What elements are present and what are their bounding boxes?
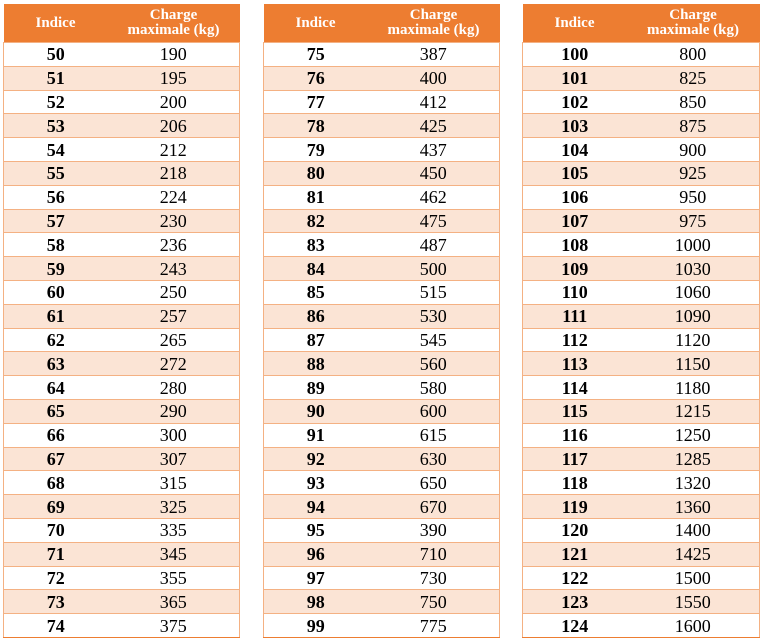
index-cell: 81	[264, 185, 368, 209]
load-cell: 950	[627, 185, 760, 209]
index-cell: 58	[4, 233, 108, 257]
load-cell: 1320	[627, 471, 760, 495]
load-cell: 1060	[627, 280, 760, 304]
load-cell: 250	[108, 280, 240, 304]
index-cell: 62	[4, 328, 108, 352]
index-cell: 87	[264, 328, 368, 352]
table-row	[264, 43, 500, 67]
table-row	[523, 209, 760, 233]
index-cell: 73	[4, 590, 108, 614]
load-cell: 775	[368, 614, 500, 638]
load-cell: 325	[108, 495, 240, 519]
table-row	[523, 43, 760, 67]
index-cell: 110	[523, 280, 627, 304]
index-cell: 123	[523, 590, 627, 614]
table-row	[4, 304, 240, 328]
index-cell: 101	[523, 66, 627, 90]
load-cell: 365	[108, 590, 240, 614]
load-cell: 487	[368, 233, 500, 257]
table-row	[264, 614, 500, 638]
load-cell: 224	[108, 185, 240, 209]
load-cell: 450	[368, 161, 500, 185]
index-cell: 92	[264, 447, 368, 471]
table-row	[523, 518, 760, 542]
index-cell: 124	[523, 614, 627, 638]
load-cell: 218	[108, 161, 240, 185]
table-row	[523, 471, 760, 495]
table-row	[523, 614, 760, 638]
load-cell: 1600	[627, 614, 760, 638]
index-cell: 114	[523, 376, 627, 400]
load-cell: 1150	[627, 352, 760, 376]
index-cell: 116	[523, 423, 627, 447]
table-row	[264, 471, 500, 495]
table-row	[4, 518, 240, 542]
index-cell: 80	[264, 161, 368, 185]
index-cell: 97	[264, 566, 368, 590]
table-row	[523, 90, 760, 114]
load-cell: 1000	[627, 233, 760, 257]
index-cell: 55	[4, 161, 108, 185]
index-cell: 53	[4, 114, 108, 138]
table-row	[523, 352, 760, 376]
index-cell: 113	[523, 352, 627, 376]
load-header-line1: Charge	[669, 7, 717, 23]
table-row	[523, 399, 760, 423]
index-cell: 77	[264, 90, 368, 114]
load-cell: 335	[108, 518, 240, 542]
load-cell: 730	[368, 566, 500, 590]
index-cell: 79	[264, 138, 368, 162]
table-row	[264, 352, 500, 376]
table-row	[4, 566, 240, 590]
table-row	[523, 257, 760, 281]
load-cell: 375	[108, 614, 240, 638]
index-cell: 66	[4, 423, 108, 447]
index-cell: 69	[4, 495, 108, 519]
table-row	[264, 280, 500, 304]
index-cell: 83	[264, 233, 368, 257]
table-row	[264, 66, 500, 90]
load-cell: 515	[368, 280, 500, 304]
load-header-line1: Charge	[149, 7, 198, 23]
load-cell: 315	[108, 471, 240, 495]
load-cell: 925	[627, 161, 760, 185]
table-row	[4, 257, 240, 281]
table-row	[4, 495, 240, 519]
header-row	[523, 4, 760, 43]
table-row	[4, 43, 240, 67]
index-cell: 63	[4, 352, 108, 376]
index-cell: 95	[264, 518, 368, 542]
load-cell: 355	[108, 566, 240, 590]
load-cell: 1425	[627, 542, 760, 566]
load-cell: 580	[368, 376, 500, 400]
table-row	[523, 161, 760, 185]
load-cell: 243	[108, 257, 240, 281]
table-row	[4, 614, 240, 638]
table-row	[523, 66, 760, 90]
table-row	[264, 447, 500, 471]
table-row	[264, 566, 500, 590]
load-cell: 272	[108, 352, 240, 376]
table-row	[4, 233, 240, 257]
load-cell: 800	[627, 43, 760, 67]
index-cell: 50	[4, 43, 108, 67]
index-cell: 96	[264, 542, 368, 566]
index-cell: 67	[4, 447, 108, 471]
table-row	[523, 233, 760, 257]
index-cell: 89	[264, 376, 368, 400]
table-row	[523, 114, 760, 138]
load-cell: 290	[108, 399, 240, 423]
table-row	[4, 447, 240, 471]
index-cell: 57	[4, 209, 108, 233]
table-row	[4, 138, 240, 162]
index-cell: 54	[4, 138, 108, 162]
index-cell: 76	[264, 66, 368, 90]
load-index-table-3	[522, 4, 760, 638]
load-cell: 530	[368, 304, 500, 328]
index-cell: 70	[4, 518, 108, 542]
load-header	[108, 4, 240, 43]
index-header: Indice	[264, 4, 368, 43]
index-cell: 65	[4, 399, 108, 423]
table-row	[4, 114, 240, 138]
load-cell: 670	[368, 495, 500, 519]
load-cell: 265	[108, 328, 240, 352]
index-cell: 121	[523, 542, 627, 566]
table-row	[264, 376, 500, 400]
load-cell: 850	[627, 90, 760, 114]
table-row	[264, 399, 500, 423]
load-cell: 230	[108, 209, 240, 233]
table-row	[264, 495, 500, 519]
table-row	[264, 423, 500, 447]
load-cell: 345	[108, 542, 240, 566]
load-cell: 1250	[627, 423, 760, 447]
table-row	[264, 138, 500, 162]
index-cell: 64	[4, 376, 108, 400]
index-cell: 99	[264, 614, 368, 638]
index-cell: 106	[523, 185, 627, 209]
table-row	[4, 352, 240, 376]
load-cell: 280	[108, 376, 240, 400]
index-cell: 98	[264, 590, 368, 614]
load-cell: 190	[108, 43, 240, 67]
index-cell: 122	[523, 566, 627, 590]
table-row	[4, 90, 240, 114]
table-row	[264, 328, 500, 352]
load-cell: 257	[108, 304, 240, 328]
load-cell: 560	[368, 352, 500, 376]
load-cell: 875	[627, 114, 760, 138]
load-cell: 650	[368, 471, 500, 495]
table-row	[264, 209, 500, 233]
index-cell: 59	[4, 257, 108, 281]
table-row	[4, 376, 240, 400]
load-cell: 1030	[627, 257, 760, 281]
load-cell: 387	[368, 43, 500, 67]
load-cell: 710	[368, 542, 500, 566]
table-row	[523, 280, 760, 304]
table-row	[264, 590, 500, 614]
load-cell: 1120	[627, 328, 760, 352]
table-row	[264, 257, 500, 281]
load-cell: 307	[108, 447, 240, 471]
load-cell: 236	[108, 233, 240, 257]
index-cell: 90	[264, 399, 368, 423]
index-cell: 107	[523, 209, 627, 233]
index-cell: 103	[523, 114, 627, 138]
table-row	[523, 185, 760, 209]
load-cell: 975	[627, 209, 760, 233]
load-cell: 600	[368, 399, 500, 423]
table-row	[264, 90, 500, 114]
index-cell: 100	[523, 43, 627, 67]
table-row	[264, 304, 500, 328]
table-row	[4, 66, 240, 90]
table-row	[4, 185, 240, 209]
table-row	[523, 423, 760, 447]
load-cell: 500	[368, 257, 500, 281]
table-row	[4, 328, 240, 352]
load-cell: 1500	[627, 566, 760, 590]
load-cell: 1360	[627, 495, 760, 519]
table-row	[523, 447, 760, 471]
load-cell: 1180	[627, 376, 760, 400]
load-cell: 1090	[627, 304, 760, 328]
index-cell: 78	[264, 114, 368, 138]
index-cell: 117	[523, 447, 627, 471]
load-cell: 462	[368, 185, 500, 209]
table-row	[264, 233, 500, 257]
index-cell: 104	[523, 138, 627, 162]
index-cell: 93	[264, 471, 368, 495]
index-cell: 111	[523, 304, 627, 328]
table-row	[264, 161, 500, 185]
index-cell: 82	[264, 209, 368, 233]
index-cell: 91	[264, 423, 368, 447]
load-cell: 615	[368, 423, 500, 447]
index-cell: 105	[523, 161, 627, 185]
index-cell: 75	[264, 43, 368, 67]
table-row	[523, 328, 760, 352]
table-row	[4, 471, 240, 495]
index-cell: 51	[4, 66, 108, 90]
index-cell: 56	[4, 185, 108, 209]
load-header	[627, 4, 760, 43]
load-header-line2: maximale (kg)	[646, 22, 740, 38]
load-cell: 195	[108, 66, 240, 90]
index-header: Indice	[523, 4, 627, 43]
load-cell: 900	[627, 138, 760, 162]
index-cell: 112	[523, 328, 627, 352]
load-cell: 825	[627, 66, 760, 90]
load-cell: 437	[368, 138, 500, 162]
table-row	[523, 542, 760, 566]
table-row	[523, 495, 760, 519]
load-header	[368, 4, 500, 43]
load-cell: 412	[368, 90, 500, 114]
load-cell: 750	[368, 590, 500, 614]
table-row	[264, 114, 500, 138]
load-header-line1: Charge	[409, 7, 458, 23]
table-row	[523, 566, 760, 590]
index-cell: 108	[523, 233, 627, 257]
index-cell: 94	[264, 495, 368, 519]
load-cell: 400	[368, 66, 500, 90]
index-cell: 88	[264, 352, 368, 376]
table-row	[523, 138, 760, 162]
index-cell: 84	[264, 257, 368, 281]
index-cell: 72	[4, 566, 108, 590]
load-cell: 1215	[627, 399, 760, 423]
header-row	[264, 4, 500, 43]
index-cell: 102	[523, 90, 627, 114]
index-cell: 85	[264, 280, 368, 304]
load-cell: 545	[368, 328, 500, 352]
load-cell: 206	[108, 114, 240, 138]
load-cell: 630	[368, 447, 500, 471]
load-cell: 300	[108, 423, 240, 447]
index-cell: 120	[523, 518, 627, 542]
index-cell: 119	[523, 495, 627, 519]
index-cell: 68	[4, 471, 108, 495]
index-header: Indice	[4, 4, 108, 43]
table-row	[264, 518, 500, 542]
load-cell: 475	[368, 209, 500, 233]
load-cell: 390	[368, 518, 500, 542]
table-row	[264, 542, 500, 566]
load-header-line2: maximale (kg)	[127, 22, 220, 38]
table-row	[523, 376, 760, 400]
index-cell: 86	[264, 304, 368, 328]
header-row	[4, 4, 240, 43]
table-row	[4, 209, 240, 233]
table-row	[4, 161, 240, 185]
index-cell: 61	[4, 304, 108, 328]
load-cell: 200	[108, 90, 240, 114]
load-cell: 1285	[627, 447, 760, 471]
index-cell: 118	[523, 471, 627, 495]
load-index-table-2	[263, 4, 500, 638]
index-cell: 52	[4, 90, 108, 114]
load-header-line2: maximale (kg)	[387, 22, 480, 38]
load-index-table-1	[3, 4, 240, 638]
table-row	[4, 542, 240, 566]
load-cell: 425	[368, 114, 500, 138]
table-row	[523, 304, 760, 328]
load-cell: 1550	[627, 590, 760, 614]
index-cell: 109	[523, 257, 627, 281]
table-row	[264, 185, 500, 209]
load-cell: 1400	[627, 518, 760, 542]
index-cell: 60	[4, 280, 108, 304]
index-cell: 71	[4, 542, 108, 566]
index-cell: 115	[523, 399, 627, 423]
table-row	[523, 590, 760, 614]
table-row	[4, 280, 240, 304]
index-cell: 74	[4, 614, 108, 638]
table-row	[4, 590, 240, 614]
table-row	[4, 423, 240, 447]
table-row	[4, 399, 240, 423]
load-cell: 212	[108, 138, 240, 162]
